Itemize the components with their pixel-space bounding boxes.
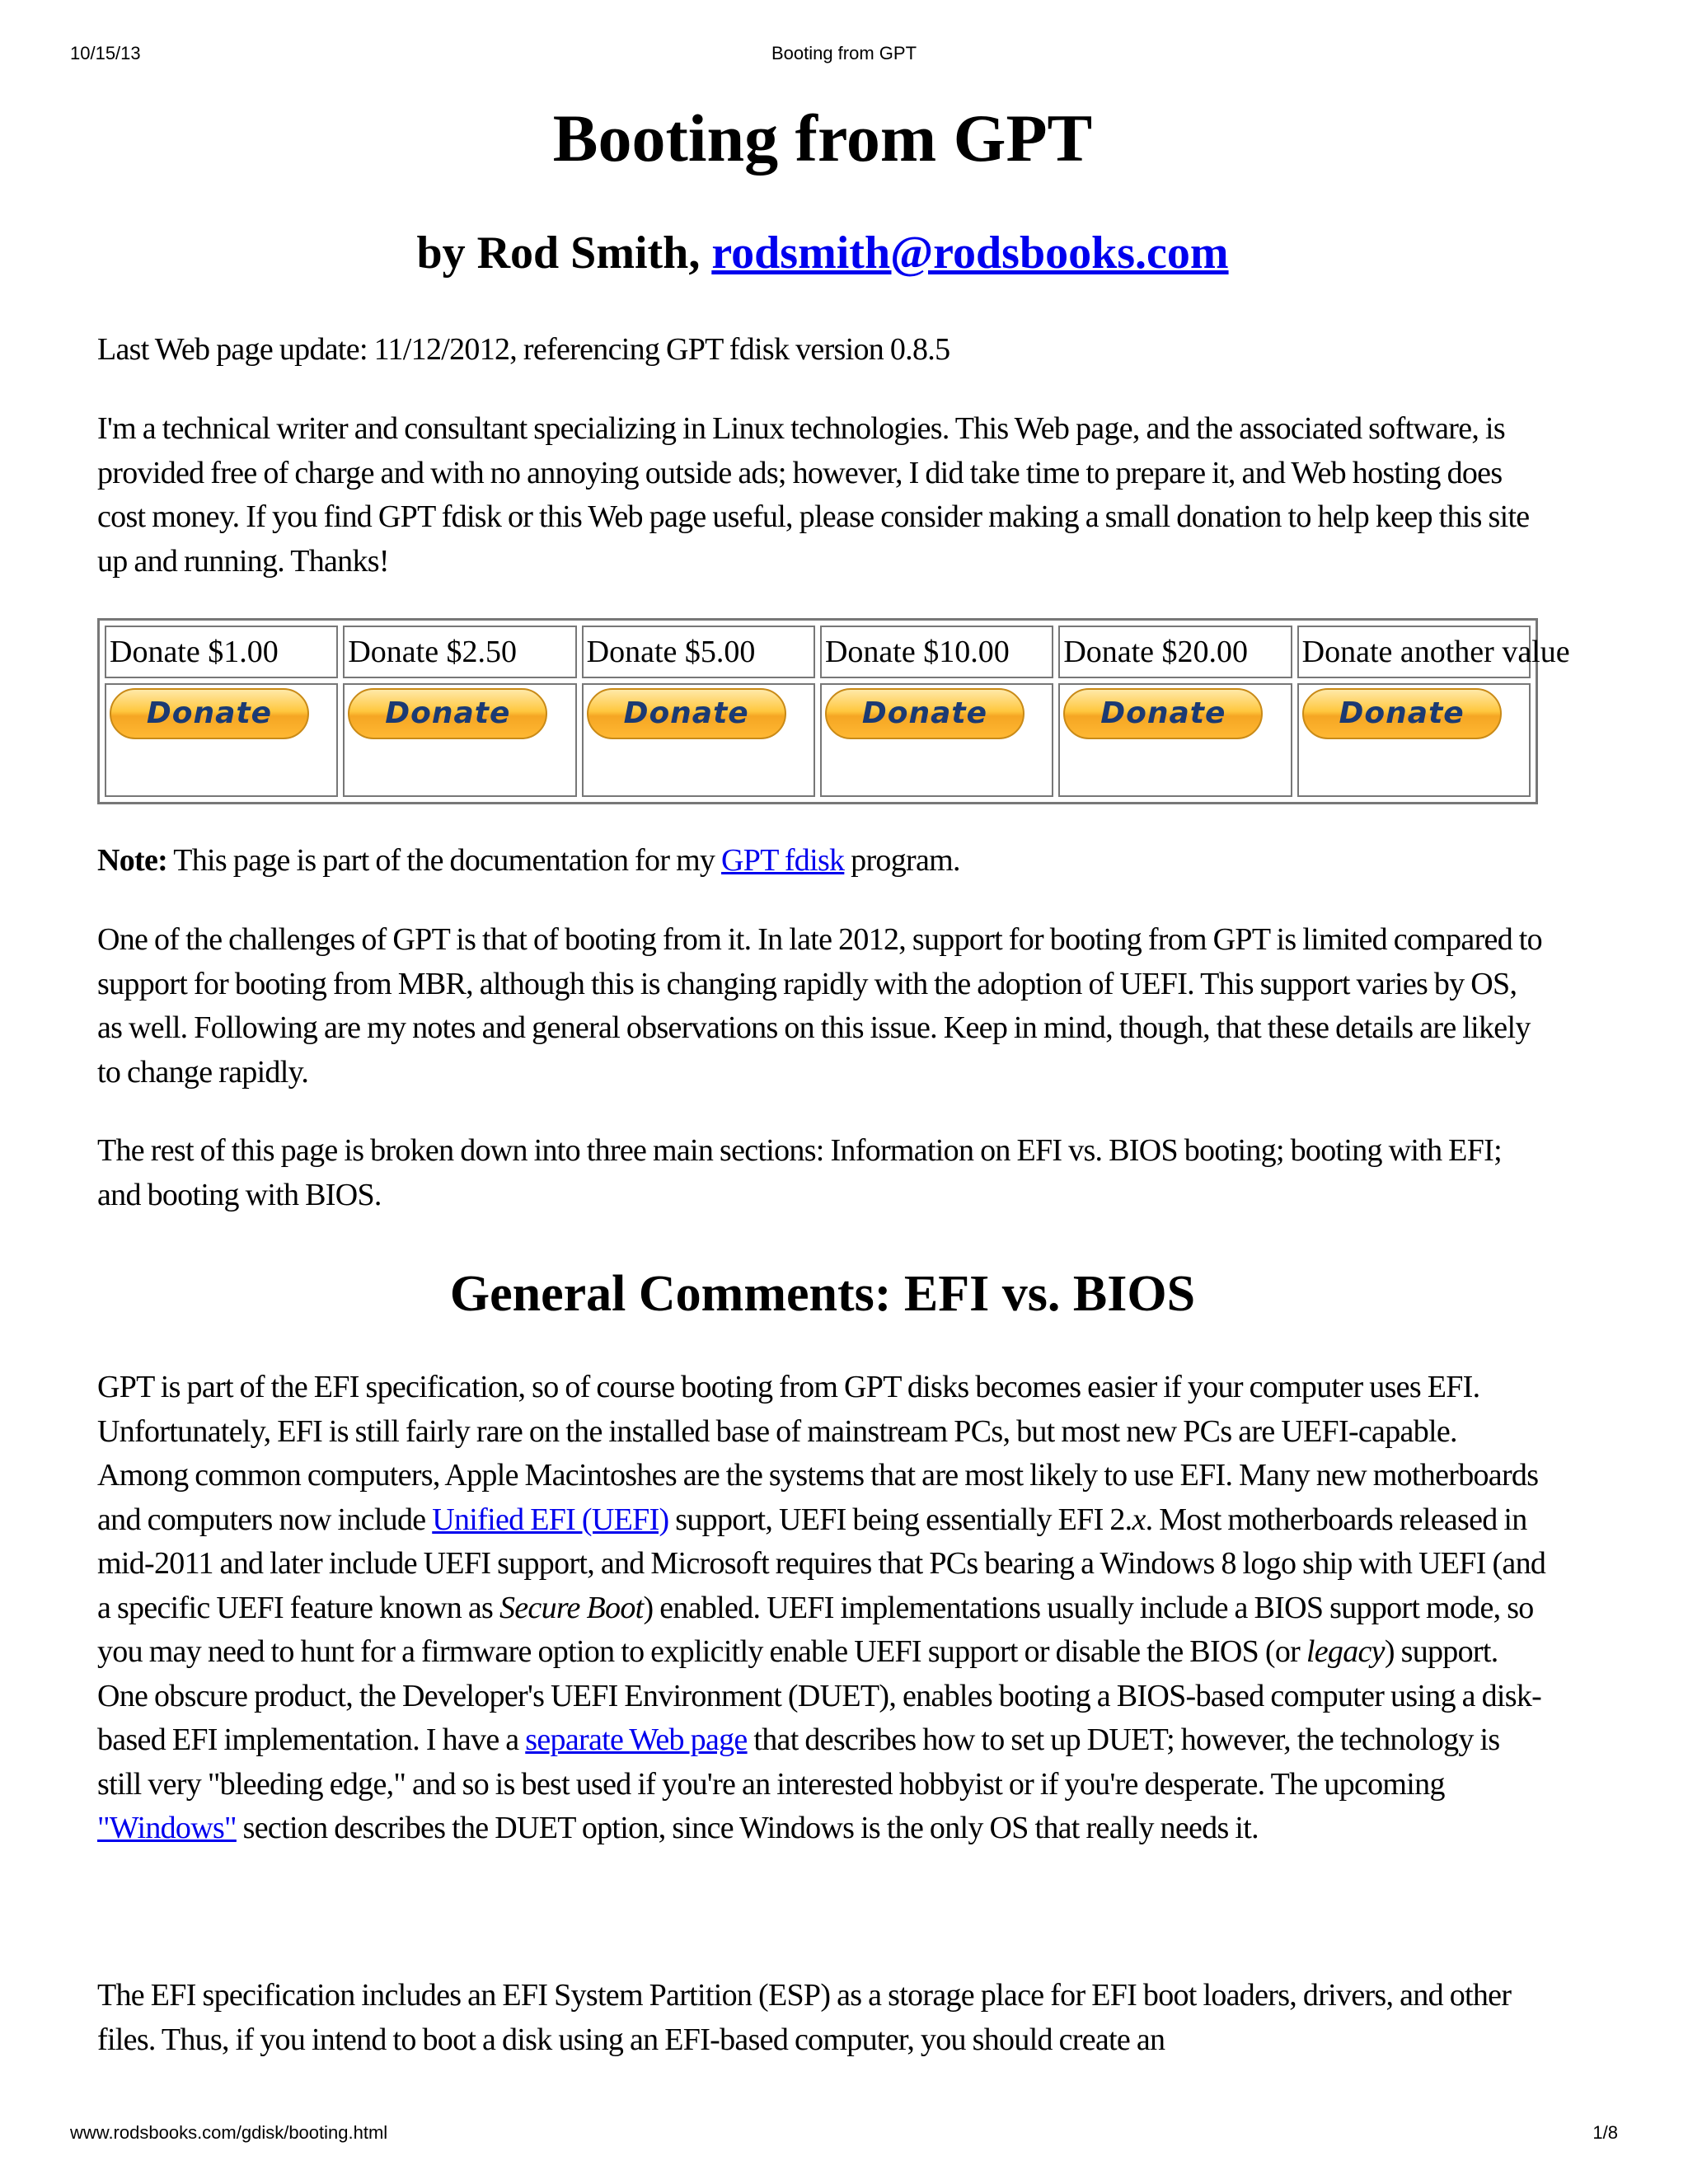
efi-paragraph <box>97 1366 1548 1851</box>
uefi-link[interactable]: Unified EFI (UEFI) <box>432 1502 669 1537</box>
section-heading-efi-vs-bios: General Comments: EFI vs. BIOS <box>449 1266 1196 1322</box>
efi-text: . Most motherboards released in mid-2011 and later include UEFI support, and Microsoft requires that PCs bearing a Windows 8 logo ship with UEFI (and a specific UEFI feature known as <box>97 1502 1546 1625</box>
donate-label: Donate $5.00 <box>582 626 815 678</box>
intro-paragraph: I'm a technical writer and consultant specializing in Linux technologies. This Web page, and the associated software, is provided free of charge and with no annoying outside ads; however, I did take time to prepare it, and Web hosting does cost money. If you find GPT fdisk or this Web page useful, please consider making a small donation to help keep this site up and running. Thanks! <box>97 411 1530 579</box>
donate-label: Donate $10.00 <box>820 626 1053 678</box>
secure-boot-term: Secure Boot <box>499 1590 644 1625</box>
efi-version-x: x <box>1132 1502 1146 1537</box>
esp-paragraph: The EFI specification includes an EFI System Partition (ESP) as a storage place for EFI boot loaders, drivers, and other files. Thus, if you intend to boot a disk using an EFI-based computer, you should create an <box>97 1978 1512 2057</box>
print-header <box>70 43 1618 68</box>
note-text-after: program. <box>844 843 960 878</box>
gpt-fdisk-link[interactable]: GPT fdisk <box>721 843 845 878</box>
print-footer <box>70 2122 1618 2147</box>
duet-page-link[interactable]: separate Web page <box>525 1722 748 1757</box>
byline-prefix: by Rod Smith, <box>416 227 712 279</box>
donate-button-10[interactable]: Donate <box>825 688 1025 739</box>
donate-cell <box>1058 683 1292 797</box>
windows-section-link[interactable]: "Windows" <box>97 1811 237 1845</box>
donate-label: Donate $2.50 <box>343 626 576 678</box>
donate-button-row <box>105 683 1531 797</box>
donate-table <box>97 618 1570 804</box>
efi-text: support, UEFI being essentially EFI 2. <box>668 1502 1132 1537</box>
donate-cell <box>820 683 1053 797</box>
page-title: Booting from GPT <box>552 101 1093 176</box>
donate-button-1[interactable]: Donate <box>110 688 309 739</box>
print-title: Booting from GPT <box>771 43 917 63</box>
note-label: Note: <box>97 843 168 878</box>
challenges-paragraph: One of the challenges of GPT is that of booting from it. In late 2012, support for booting from GPT is limited compared to support for booting from MBR, although this is changing rapidly with the adoption of UEFI. This support varies by OS, as well. Following are my notes and general observations on this issue. Keep in mind, though, that these details are likely to change rapidly. <box>97 922 1542 1090</box>
donate-label: Donate another value <box>1297 626 1531 678</box>
donate-button-other[interactable]: Donate <box>1302 688 1502 739</box>
donate-button-2-50[interactable]: Donate <box>348 688 547 739</box>
donate-cell <box>105 683 338 797</box>
last-update-text: Last Web page update: 11/12/2012, referencing GPT fdisk version 0.8.5 <box>97 332 950 367</box>
note-paragraph <box>97 839 1548 883</box>
efi-text: that describes how to set up DUET; however, the technology is still very "bleeding edge," and so is best used if you're an interested hobbyist or if you're desperate. The upcoming <box>97 1722 1500 1802</box>
donate-label: Donate $1.00 <box>105 626 338 678</box>
rest-of-page-paragraph: The rest of this page is broken down into three main sections: Information on EFI vs. BIOS booting; booting with EFI; and booting with BIOS. <box>97 1133 1502 1212</box>
efi-text: ) support. One obscure product, the Developer's UEFI Environment (DUET), enables booting a BIOS-based computer using a disk-based EFI implementation. I have a <box>97 1634 1542 1757</box>
efi-text: GPT is part of the EFI specification, so of course booting from GPT disks becomes easier if your computer uses EFI. Unfortunately, EFI is still fairly rare on the installed base of mainstream PCs, but most new PCs are UEFI-capable. Among common computers, Apple Macintoshes are the systems that are most likely to use EFI. Many new motherboards and computers now include <box>97 1370 1539 1537</box>
donate-label: Donate $20.00 <box>1058 626 1292 678</box>
print-date: 10/15/13 <box>70 43 141 63</box>
donate-cell <box>582 683 815 797</box>
efi-text: ) enabled. UEFI implementations usually include a BIOS support mode, so you may need to hunt for a firmware option to explicitly enable UEFI support or disable the BIOS (or <box>97 1590 1534 1669</box>
donate-cell <box>343 683 576 797</box>
print-url: www.rodsbooks.com/gdisk/booting.html <box>70 2122 388 2143</box>
efi-text: section describes the DUET option, since Windows is the only OS that really needs it. <box>236 1811 1259 1845</box>
donate-cell <box>1297 683 1531 797</box>
donate-button-20[interactable]: Donate <box>1063 688 1263 739</box>
donate-button-5[interactable]: Donate <box>587 688 786 739</box>
print-page-number: 1/8 <box>1592 2122 1618 2143</box>
note-text-before: This page is part of the documentation for my <box>167 843 722 878</box>
author-byline <box>97 224 1548 282</box>
donate-label-row <box>105 626 1531 678</box>
author-email-link[interactable]: rodsmith@rodsbooks.com <box>711 227 1229 279</box>
legacy-term: legacy <box>1306 1634 1385 1669</box>
